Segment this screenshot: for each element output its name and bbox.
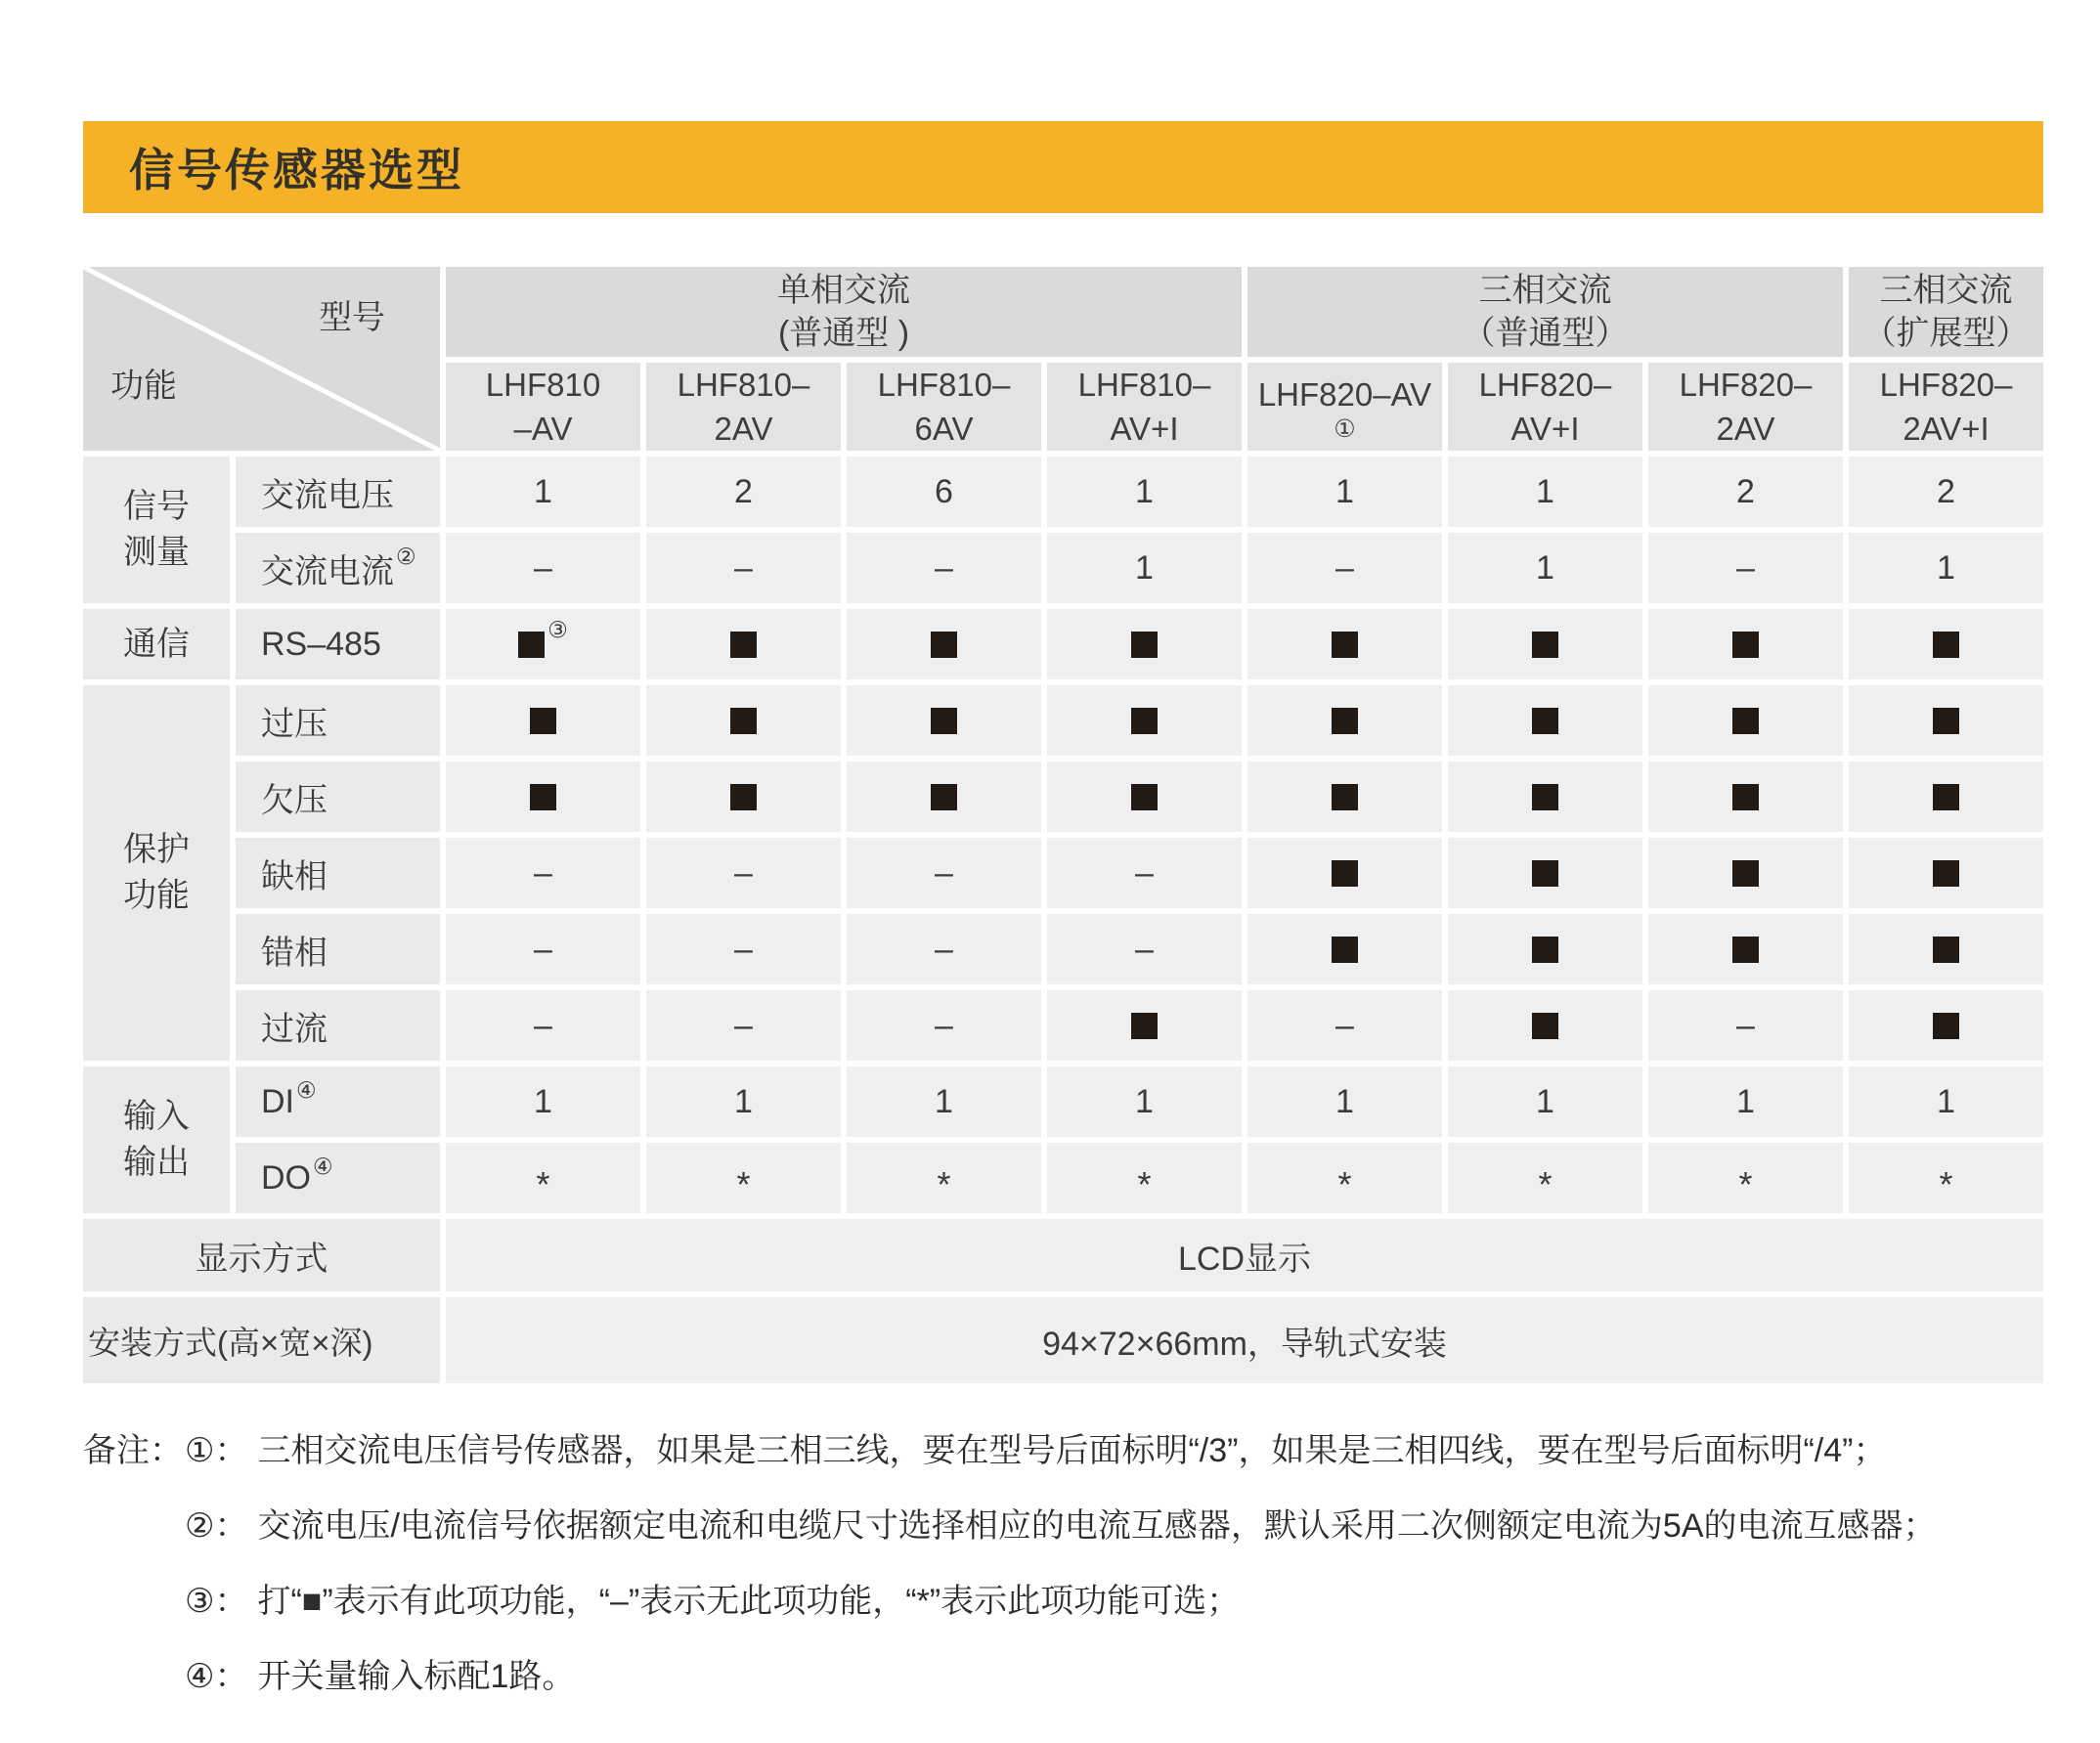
note-text: 开关量输入标配1路。 bbox=[257, 1658, 576, 1695]
filled-square-icon bbox=[1933, 860, 1959, 887]
note-text: 三相交流电压信号传感器，如果是三相三线，要在型号后面标明“/3”，如果是三相四线，要在型号后面标明“/4”； bbox=[257, 1432, 1887, 1469]
table-cell bbox=[646, 1143, 841, 1213]
notes-prefix: 备注： bbox=[83, 1432, 183, 1469]
title-bar bbox=[83, 121, 2043, 213]
table-cell bbox=[1648, 533, 1843, 603]
not-available-dash: – bbox=[534, 1006, 552, 1044]
filled-square-icon bbox=[518, 632, 545, 658]
column-group-three-phase: 三相交流 （普通型） bbox=[1247, 267, 1843, 357]
note-line bbox=[83, 1429, 2058, 1472]
row-label: RS–485 bbox=[236, 609, 440, 679]
table-cell bbox=[1849, 914, 2043, 984]
table-cell: 1 bbox=[1247, 1067, 1442, 1137]
row-label: DI ④ bbox=[236, 1067, 440, 1137]
table-cell bbox=[1648, 762, 1843, 832]
table-cell: 1 bbox=[646, 1067, 841, 1137]
not-available-dash: – bbox=[734, 853, 753, 892]
table-cell: 1 bbox=[1849, 533, 2043, 603]
notes-section bbox=[83, 1429, 2058, 1730]
table-cell bbox=[1247, 914, 1442, 984]
row-label: 交流电流 ② bbox=[236, 533, 440, 603]
filled-square-icon bbox=[1532, 708, 1558, 734]
row-group-input-output: 输入 输出 bbox=[83, 1067, 230, 1213]
table-cell bbox=[847, 990, 1041, 1061]
not-available-dash: – bbox=[734, 548, 753, 587]
filled-square-icon bbox=[1131, 708, 1158, 734]
row-group-protection: 保护 功能 bbox=[83, 685, 230, 1061]
filled-square-icon bbox=[1131, 784, 1158, 810]
table-cell: 1 bbox=[1849, 1067, 2043, 1137]
not-available-dash: – bbox=[935, 853, 953, 892]
filled-square-icon bbox=[530, 708, 556, 734]
optional-star: * bbox=[1337, 1164, 1352, 1204]
model-header: LHF820– 2AV bbox=[1648, 363, 1843, 451]
filled-square-icon bbox=[931, 708, 957, 734]
optional-star: * bbox=[1538, 1164, 1553, 1204]
row-label: 错相 bbox=[236, 914, 440, 984]
table-cell: 6 bbox=[847, 457, 1041, 527]
filled-square-icon bbox=[1332, 860, 1358, 887]
row-group-communication: 通信 bbox=[83, 609, 230, 679]
row-label: 缺相 bbox=[236, 838, 440, 908]
display-mode-value: LCD显示 bbox=[446, 1219, 2043, 1291]
table-cell bbox=[646, 838, 841, 908]
filled-square-icon bbox=[1532, 784, 1558, 810]
table-cell bbox=[1247, 685, 1442, 756]
table-cell bbox=[1448, 1143, 1642, 1213]
table-cell bbox=[1448, 685, 1642, 756]
not-available-dash: – bbox=[734, 1006, 753, 1044]
table-cell bbox=[847, 533, 1041, 603]
not-available-dash: – bbox=[1736, 548, 1755, 587]
table-cell bbox=[847, 838, 1041, 908]
table-corner-cell bbox=[83, 267, 440, 451]
selection-table bbox=[83, 267, 2043, 1383]
filled-square-icon bbox=[931, 784, 957, 810]
model-header: LHF820–AV ① bbox=[1247, 363, 1442, 451]
table-cell: 1 bbox=[1648, 1067, 1843, 1137]
table-cell bbox=[847, 1143, 1041, 1213]
row-label: 过流 bbox=[236, 990, 440, 1061]
not-available-dash: – bbox=[1736, 1006, 1755, 1044]
optional-star: * bbox=[736, 1164, 751, 1204]
row-label: DO ④ bbox=[236, 1143, 440, 1213]
table-cell: 1 bbox=[1448, 533, 1642, 603]
model-header: LHF810 –AV bbox=[446, 363, 640, 451]
not-available-dash: – bbox=[1135, 853, 1154, 892]
note-line bbox=[83, 1655, 2058, 1698]
optional-star: * bbox=[1939, 1164, 1953, 1204]
column-group-single-phase: 单相交流 (普通型 ) bbox=[446, 267, 1242, 357]
note-line bbox=[83, 1504, 2058, 1547]
filled-square-icon bbox=[1532, 1013, 1558, 1039]
optional-star: * bbox=[1738, 1164, 1753, 1204]
table-cell bbox=[1849, 990, 2043, 1061]
table-cell bbox=[1047, 914, 1242, 984]
model-header: LHF810– 6AV bbox=[847, 363, 1041, 451]
note-number: ③： bbox=[185, 1583, 248, 1620]
filled-square-icon bbox=[1933, 708, 1959, 734]
table-cell bbox=[847, 685, 1041, 756]
table-cell: 1 bbox=[446, 457, 640, 527]
table-cell bbox=[446, 1143, 640, 1213]
table-cell bbox=[1247, 990, 1442, 1061]
table-cell bbox=[446, 990, 640, 1061]
table-cell bbox=[1247, 1143, 1442, 1213]
table-cell bbox=[646, 762, 841, 832]
table-cell bbox=[1648, 914, 1843, 984]
table-cell bbox=[847, 609, 1041, 679]
table-cell bbox=[847, 762, 1041, 832]
not-available-dash: – bbox=[534, 930, 552, 968]
filled-square-icon bbox=[730, 784, 757, 810]
table-cell: 1 bbox=[1047, 1067, 1242, 1137]
table-cell: 1 bbox=[1448, 457, 1642, 527]
filled-square-icon bbox=[931, 632, 957, 658]
table-cell: 1 bbox=[1448, 1067, 1642, 1137]
table-cell: 2 bbox=[1849, 457, 2043, 527]
not-available-dash: – bbox=[734, 930, 753, 968]
filled-square-icon bbox=[1332, 632, 1358, 658]
table-cell bbox=[1849, 1143, 2043, 1213]
table-cell bbox=[1849, 685, 2043, 756]
table-cell bbox=[1849, 609, 2043, 679]
model-header: LHF810– 2AV bbox=[646, 363, 841, 451]
optional-star: * bbox=[536, 1164, 550, 1204]
note-number: ①： bbox=[185, 1432, 248, 1469]
table-cell bbox=[646, 914, 841, 984]
page-title: 信号传感器选型 bbox=[129, 145, 464, 196]
table-cell bbox=[646, 685, 841, 756]
optional-star: * bbox=[1137, 1164, 1152, 1204]
note-text: 打“■”表示有此项功能，“–”表示无此项功能，“*”表示此项功能可选； bbox=[257, 1583, 1241, 1620]
table-cell bbox=[1849, 762, 2043, 832]
table-cell bbox=[446, 685, 640, 756]
table-cell bbox=[446, 533, 640, 603]
table-cell bbox=[446, 762, 640, 832]
filled-square-icon bbox=[1532, 860, 1558, 887]
table-cell bbox=[1648, 1143, 1843, 1213]
note-text: 交流电压/电流信号依据额定电流和电缆尺寸选择相应的电流互感器，默认采用二次侧额定电流为5A的电流互感器； bbox=[257, 1507, 1937, 1545]
model-header: LHF820– AV+I bbox=[1448, 363, 1642, 451]
table-cell bbox=[1849, 838, 2043, 908]
not-available-dash: – bbox=[935, 1006, 953, 1044]
table-cell bbox=[1047, 762, 1242, 832]
table-cell bbox=[1047, 838, 1242, 908]
row-label: 过压 bbox=[236, 685, 440, 756]
corner-label-model: 型号 bbox=[319, 299, 385, 336]
filled-square-icon bbox=[1732, 708, 1759, 734]
table-cell bbox=[1648, 838, 1843, 908]
table-cell bbox=[446, 838, 640, 908]
table-cell bbox=[1448, 990, 1642, 1061]
filled-square-icon bbox=[1532, 632, 1558, 658]
filled-square-icon bbox=[1933, 937, 1959, 963]
table-cell bbox=[1648, 685, 1843, 756]
mounting-label: 安装方式(高×宽×深) bbox=[83, 1297, 440, 1383]
row-label: 交流电压 bbox=[236, 457, 440, 527]
not-available-dash: – bbox=[1335, 548, 1354, 587]
table-cell bbox=[847, 914, 1041, 984]
note-number: ②： bbox=[185, 1507, 248, 1545]
filled-square-icon bbox=[1732, 937, 1759, 963]
table-cell: 1 bbox=[1047, 533, 1242, 603]
table-cell bbox=[1047, 1143, 1242, 1213]
note-line bbox=[83, 1580, 2058, 1623]
optional-star: * bbox=[937, 1164, 951, 1204]
table-cell bbox=[646, 990, 841, 1061]
table-cell: 1 bbox=[1047, 457, 1242, 527]
table-cell bbox=[1247, 838, 1442, 908]
not-available-dash: – bbox=[1135, 930, 1154, 968]
table-cell bbox=[1047, 990, 1242, 1061]
table-cell bbox=[1247, 533, 1442, 603]
filled-square-icon bbox=[1332, 784, 1358, 810]
table-cell: 1 bbox=[446, 1067, 640, 1137]
column-group-three-phase-ext: 三相交流 （扩展型） bbox=[1849, 267, 2043, 357]
table-cell bbox=[446, 914, 640, 984]
table-cell bbox=[646, 609, 841, 679]
mounting-value: 94×72×66mm，导轨式安装 bbox=[446, 1297, 2043, 1383]
table-cell: 2 bbox=[1648, 457, 1843, 527]
display-mode-label: 显示方式 bbox=[83, 1219, 440, 1291]
not-available-dash: – bbox=[935, 930, 953, 968]
table-cell bbox=[646, 533, 841, 603]
table-cell bbox=[1448, 914, 1642, 984]
filled-square-icon bbox=[1131, 632, 1158, 658]
table-cell bbox=[1648, 990, 1843, 1061]
table-cell bbox=[1047, 685, 1242, 756]
not-available-dash: – bbox=[935, 548, 953, 587]
filled-square-icon bbox=[1933, 632, 1959, 658]
row-label: 欠压 bbox=[236, 762, 440, 832]
model-header: LHF810– AV+I bbox=[1047, 363, 1242, 451]
table-cell: ③ bbox=[446, 609, 640, 679]
filled-square-icon bbox=[1131, 1013, 1158, 1039]
filled-square-icon bbox=[1933, 1013, 1959, 1039]
filled-square-icon bbox=[1332, 708, 1358, 734]
filled-square-icon bbox=[1732, 632, 1759, 658]
not-available-dash: – bbox=[534, 548, 552, 587]
corner-label-function: 功能 bbox=[110, 368, 177, 405]
note-number: ④： bbox=[185, 1658, 248, 1695]
model-header: LHF820– 2AV+I bbox=[1849, 363, 2043, 451]
table-cell: 1 bbox=[847, 1067, 1041, 1137]
table-cell bbox=[1448, 609, 1642, 679]
table-cell bbox=[1448, 762, 1642, 832]
table-cell: 2 bbox=[646, 457, 841, 527]
table-cell: 1 bbox=[1247, 457, 1442, 527]
table-cell bbox=[1047, 609, 1242, 679]
row-group-signal-measure: 信号 测量 bbox=[83, 457, 230, 603]
filled-square-icon bbox=[1532, 937, 1558, 963]
filled-square-icon bbox=[530, 784, 556, 810]
not-available-dash: – bbox=[534, 853, 552, 892]
filled-square-icon bbox=[1933, 784, 1959, 810]
not-available-dash: – bbox=[1335, 1006, 1354, 1044]
table-cell bbox=[1648, 609, 1843, 679]
table-cell bbox=[1247, 762, 1442, 832]
filled-square-icon bbox=[1332, 937, 1358, 963]
filled-square-icon bbox=[730, 708, 757, 734]
table-cell bbox=[1247, 609, 1442, 679]
table-cell bbox=[1448, 838, 1642, 908]
filled-square-icon bbox=[1732, 860, 1759, 887]
filled-square-icon bbox=[1732, 784, 1759, 810]
filled-square-icon bbox=[730, 632, 757, 658]
